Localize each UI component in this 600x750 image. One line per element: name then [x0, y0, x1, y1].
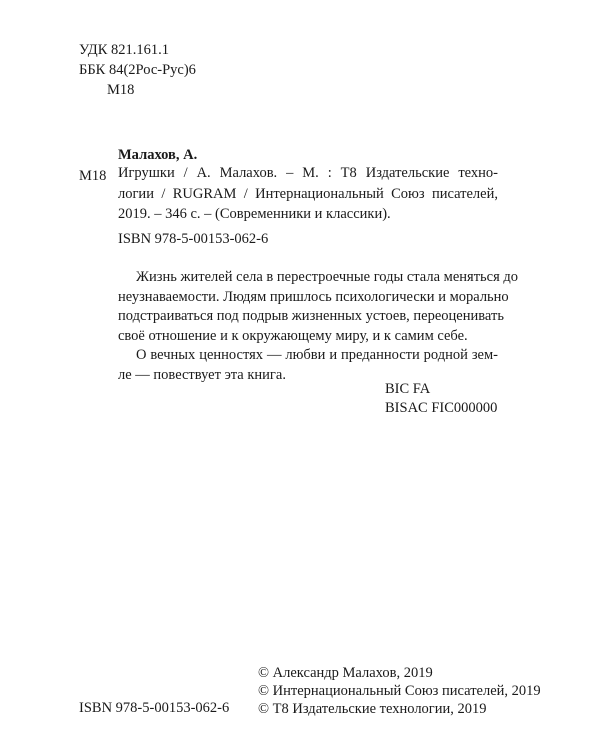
copyright-line: © Александр Малахов, 2019	[258, 665, 433, 681]
bib-line: Игрушки / А. Малахов. – М. : Т8 Издательские техно-	[118, 165, 498, 181]
bib-line: 2019. – 346 с. – (Современники и классики).	[118, 206, 391, 222]
bbk-code: ББК 84(2Рос-Рус)6	[79, 62, 196, 78]
author-mark: М18	[107, 82, 135, 98]
bic-code: BIC FA	[385, 381, 431, 397]
bib-line: логии / RUGRAM / Интернациональный Союз писателей,	[118, 185, 498, 202]
annotation-line: подстраиваться под подрыв жизненных устоев, переоценивать	[118, 308, 504, 324]
copyright-block	[258, 664, 541, 718]
annotation-line: О вечных ценностях — любви и преданности родной зем-	[136, 347, 498, 363]
record-author-mark: М18	[79, 168, 107, 184]
annotation-line: Жизнь жителей села в перестроечные годы стала меняться до	[136, 269, 519, 285]
udk-code: УДК 821.161.1	[79, 42, 169, 58]
copyright-line: © Интернациональный Союз писателей, 2019	[258, 683, 541, 699]
author-heading: Малахов, А.	[118, 147, 198, 163]
copyright-line: © Т8 Издательские технологии, 2019	[258, 701, 487, 717]
footer-isbn: ISBN 978-5-00153-062-6	[79, 700, 230, 716]
annotation-line: своё отношение и к окружающему миру, и к самим себе.	[118, 327, 468, 344]
bibliographic-description	[118, 163, 498, 225]
annotation-line: ле — повествует эта книга.	[118, 366, 286, 383]
bisac-code: BISAC FIC000000	[385, 400, 498, 416]
annotation-line: неузнаваемости. Людям пришлось психологически и морально	[118, 288, 509, 305]
annotation	[118, 268, 519, 385]
isbn: ISBN 978-5-00153-062-6	[118, 231, 269, 247]
